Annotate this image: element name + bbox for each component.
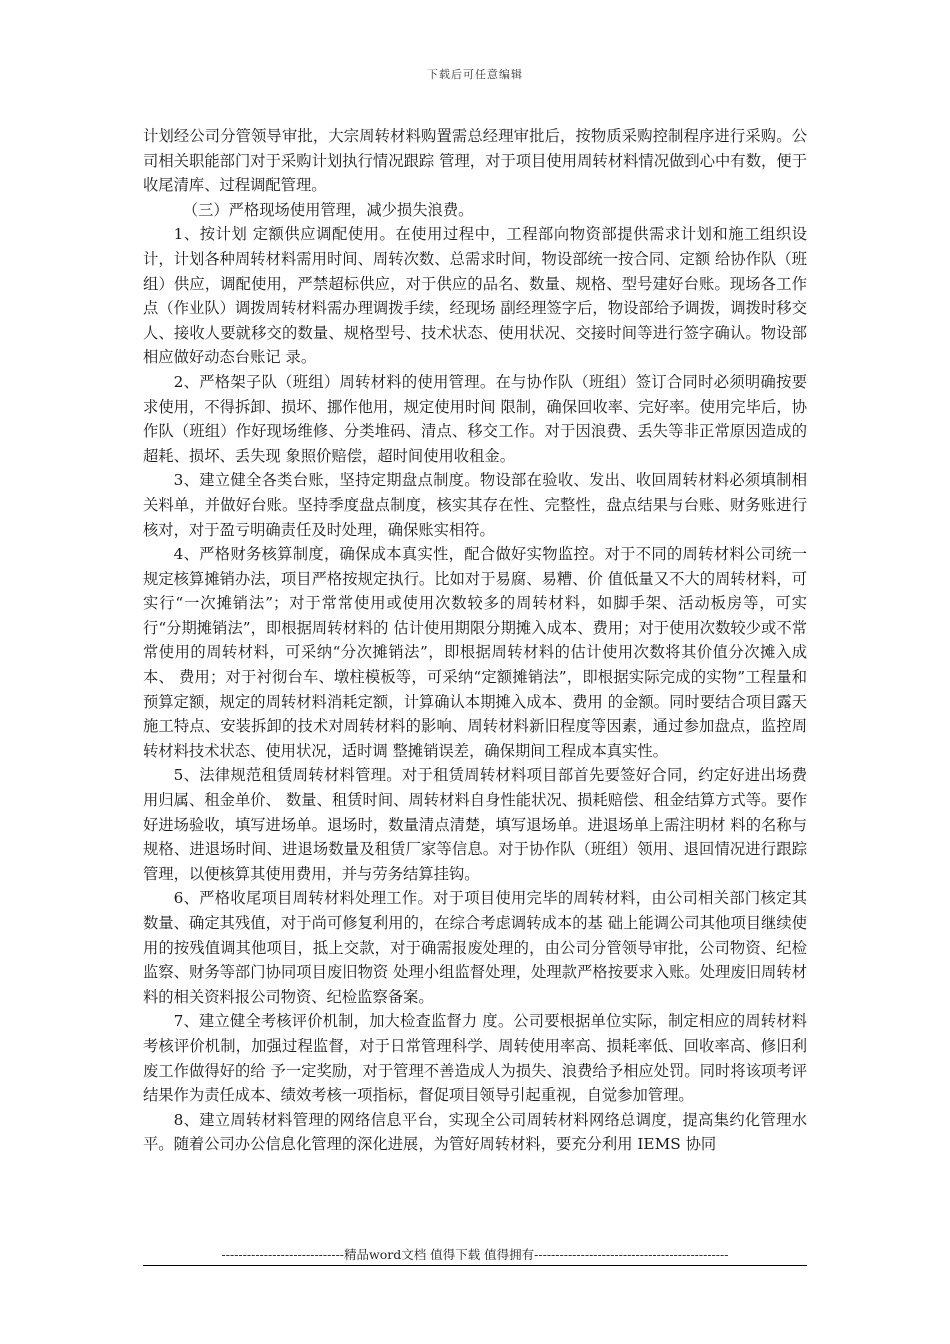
paragraph-procurement-approval: 计划经公司分管领导审批，大宗周转材料购置需总经理审批后，按物质采购控制程序进行采购。公司相关职能部门对于采购计划执行情况跟踪 管理，对于项目使用周转材料情况做到心中有数，便于收尾清库、过程调配管理。: [143, 127, 807, 195]
paragraph-item-3: 3、建立健全各类台账，坚持定期盘点制度。物设部在验收、发出、收回周转材料必须填制相关料单，并做好台账。坚持季度盘点制度，核实其存在性、完整性，盘点结果与台账、财务账进行核对，对于盈亏明确责任及时处理，确保账实相符。: [143, 471, 807, 539]
footer-divider: [143, 1265, 807, 1266]
page-footer: -----------------------------精品word文档 值得下载 值得拥有----------------------------------------------: [221, 1247, 729, 1262]
paragraph-item-4: 4、严格财务核算制度，确保成本真实性，配合做好实物监控。对于不同的周转材料公司统一规定核算摊销办法，项目严格按规定执行。比如对于易腐、易糟、价 值低量又不大的周转材料，可实行“一次摊销法”；对于常常使用或使用次数较多的周转材料，如脚手架、活动板房等，可实行“分期摊销法”，即根据周转材料的 估计使用期限分期摊入成本、费用；对于使用次数较少或不常常使用的周转材料，可采纳“分次摊销法”，即根据周转材料的估计使用次数将其价值分次摊入成本、 费用；对于衬彻台车、墩柱模板等，可采纳“定额摊销法”，即根据实际完成的实物”工程量和预算定额，规定的周转材料消耗定额，计算确认本期摊入成本、费用 的金额。同时要结合项目露天施工特点、安装拆卸的技术对周转材料的影响、周转材料新旧程度等因素，通过参加盘点，监控周转材料技术状态、使用状况，适时调 整摊销误差，确保期间工程成本真实性。: [143, 545, 807, 760]
paragraph-item-7: 7、建立健全考核评价机制，加大检查监督力 度。公司要根据单位实际，制定相应的周转材料考核评价机制，加强过程监督，对于日常管理科学、周转使用率高、损耗率低、回收率高、修旧利废工作做得好的给 予一定奖励，对于管理不善造成人为损失、浪费给予相应处罚。同时将该项考评结果作为责任成本、绩效考核一项指标，督促项目领导引起重视，自觉参加管理。: [143, 1012, 807, 1105]
section-heading-site-usage: （三）严格现场使用管理，减少损失浪费。: [182, 200, 474, 219]
paragraph-item-5: 5、法律规范租赁周转材料管理。对于租赁周转材料项目部首先要签好合同，约定好进出场费用归属、租金单价、 数量、租赁时间、周转材料自身性能状况、损耗赔偿、租金结算方式等。要作好进场验收，填写进场单。退场时，数量清点清楚，填写退场单。进退场单上需注明材 料的名称与规格、进退场时间、进退场数量及租赁厂家等信息。对于协作队（班组）领用、退回情况进行跟踪管理，以便核算其使用费用，并与劳务结算挂钩。: [143, 766, 807, 883]
paragraph-item-2: 2、严格架子队（班组）周转材料的使用管理。在与协作队（班组）签订合同时必须明确按要求使用，不得拆卸、损坏、挪作他用，规定使用时间 限制，确保回收率、完好率。使用完毕后，协作队（班组）作好现场维修、分类堆码、清点、移交工作。对于因浪费、丢失等非正常原因造成的超耗、损坏、丢失现 象照价赔偿，超时间使用收租金。: [143, 372, 807, 465]
paragraph-item-6: 6、严格收尾项目周转材料处理工作。对于项目使用完毕的周转材料，由公司相关部门核定其数量、确定其残值，对于尚可修复利用的，在综合考虑调转成本的基 础上能调公司其他项目继续使用的按残值调其他项目，抵上交款，对于确需报废处理的，由公司分管领导审批，公司物资、纪检监察、财务等部门协同项目废旧物资 处理小组监督处理，处理款严格按要求入账。处理废旧周转材料的相关资料报公司物资、纪检监察备案。: [143, 889, 807, 1006]
paragraph-item-8: 8、建立周转材料管理的网络信息平台，实现全公司周转材料网络总调度，提高集约化管理水平。随着公司办公信息化管理的深化进展，为管好周转材料，要充分利用 IEMS 协同: [143, 1110, 807, 1154]
page-header: 下载后可任意编辑: [427, 68, 523, 81]
document-body: [143, 124, 807, 1157]
paragraph-item-1: 1、按计划 定额供应调配使用。在使用过程中，工程部向物资部提供需求计划和施工组织设计，计划各种周转材料需用时间、周转次数、总需求时间，物设部统一按合同、定额 给协作队（班组）供应，调配使用，严禁超标供应，对于供应的品名、数量、规格、型号建好台账。现场各工作点（作业队）调拨周转材料需办理调拨手续，经现场 副经理签字后，物设部给予调拨，调拨时移交人、接收人要就移交的数量、规格型号、技术状态、使用状况、交接时间等进行签字确认。物设部相应做好动态台账记 录。: [143, 225, 807, 367]
